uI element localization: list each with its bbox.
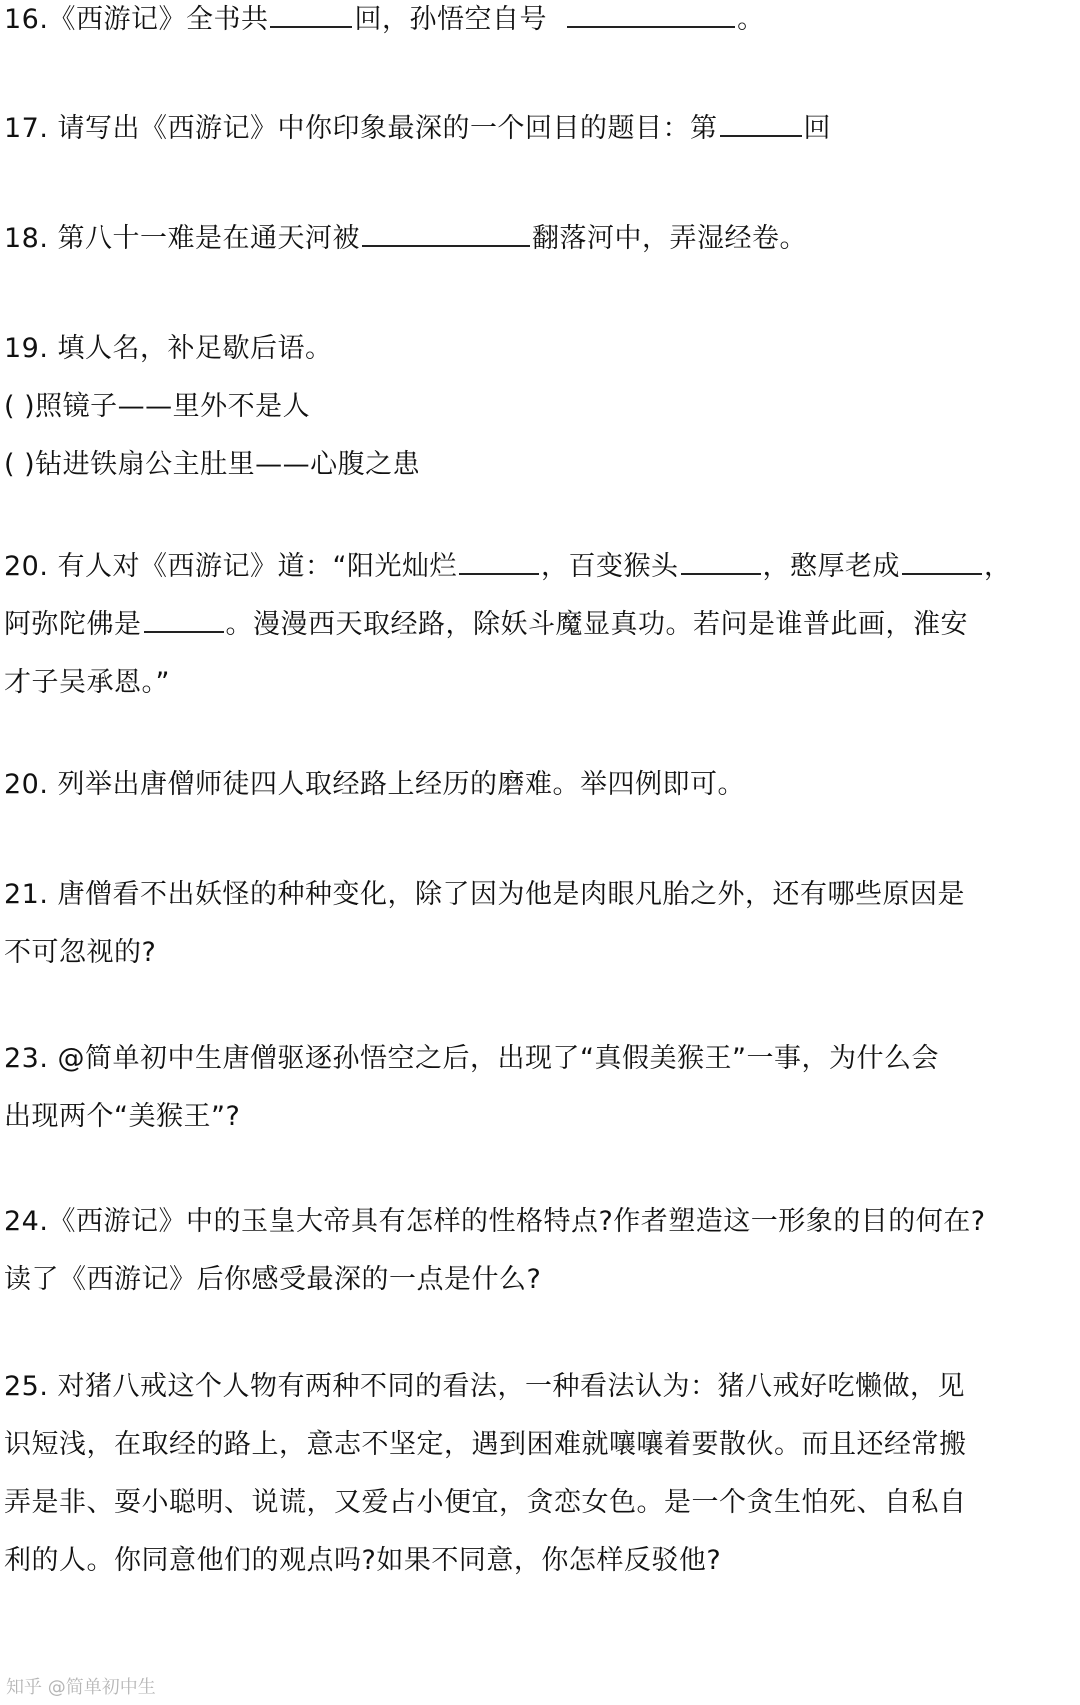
q19-line-1: ( )照镜子——里外不是人: [4, 391, 311, 422]
question-20-b: [4, 756, 1070, 814]
q19-line-2: ( )钻进铁扇公主肚里——心腹之患: [4, 449, 421, 480]
q23-line-2: 出现两个“美猴王”?: [4, 1101, 241, 1132]
q21-line-2: 不可忽视的?: [4, 937, 157, 968]
q18-blank[interactable]: [362, 217, 530, 247]
question-25: [4, 1358, 1070, 1590]
q24-line-1: 24.《西游记》中的玉皇大帝具有怎样的性格特点?作者塑造这一形象的目的何在?: [4, 1206, 986, 1237]
watermark: 知乎 @简单初中生: [6, 1677, 156, 1698]
q25-line-2: 识短浅，在取经的路上，意志不坚定，遇到困难就嚷嚷着要散伙。而且还经常搬: [4, 1429, 967, 1460]
q20a-blank-4[interactable]: [144, 603, 224, 633]
q25-line-3: 弄是非、耍小聪明、说谎，又爱占小便宜，贪恋女色。是一个贪生怕死、自私自: [4, 1487, 967, 1518]
q17-text-2: 回: [803, 113, 832, 144]
q20a-text-1: 20. 有人对《西游记》道：“阳光灿烂: [4, 551, 458, 582]
q21-line-1: 21. 唐僧看不出妖怪的种种变化，除了因为他是肉眼凡胎之外，还有哪些原因是: [4, 879, 966, 910]
q17-text-1: 17. 请写出《西游记》中你印象最深的一个回目的题目：第: [4, 113, 718, 144]
q18-text-1: 18. 第八十一难是在通天河被: [4, 223, 361, 254]
q20a-text-7: 才子吴承恩。”: [4, 667, 170, 698]
question-23: [4, 1030, 1070, 1146]
q20a-text-5: 阿弥陀佛是: [4, 609, 142, 640]
question-24: [4, 1193, 1070, 1309]
q20a-text-2: ，百变猴头: [541, 551, 679, 582]
q17-blank[interactable]: [720, 107, 802, 137]
q23-line-1: 23. @简单初中生唐僧驱逐孙悟空之后，出现了“真假美猴王”一事，为什么会: [4, 1043, 939, 1074]
q16-text-1: 16.《西游记》全书共: [4, 4, 269, 35]
q16-text-2: 回，孙悟空自号: [354, 4, 547, 35]
q19-title: 19. 填人名，补足歇后语。: [4, 333, 333, 364]
q25-line-4: 利的人。你同意他们的观点吗?如果不同意，你怎样反驳他?: [4, 1545, 722, 1576]
question-20-a: [4, 538, 1070, 712]
q24-line-2: 读了《西游记》后你感受最深的一点是什么?: [4, 1264, 542, 1295]
question-21: [4, 866, 1070, 982]
q20a-text-4: ，: [984, 551, 1012, 582]
q18-text-2: 翻落河中，弄湿经卷。: [532, 223, 808, 254]
q20a-blank-1[interactable]: [459, 545, 539, 575]
question-19: [4, 320, 1070, 494]
question-18: [4, 210, 1070, 268]
q20b-text: 20. 列举出唐僧师徒四人取经路上经历的磨难。举四例即可。: [4, 769, 746, 800]
question-16: [4, 0, 1070, 49]
q16-blank-1[interactable]: [270, 0, 352, 28]
q20a-text-3: ，憨厚老成: [762, 551, 901, 582]
q20a-blank-2[interactable]: [681, 545, 761, 575]
q16-text-3: 。: [737, 4, 765, 35]
question-17: [4, 100, 1070, 158]
q20a-text-6: 。漫漫西天取经路，除妖斗魔显真功。若问是谁普此画，淮安: [225, 609, 968, 640]
q16-blank-2[interactable]: [567, 0, 735, 28]
q20a-blank-3[interactable]: [902, 545, 982, 575]
q25-line-1: 25. 对猪八戒这个人物有两种不同的看法，一种看法认为：猪八戒好吃懒做，见: [4, 1371, 966, 1402]
